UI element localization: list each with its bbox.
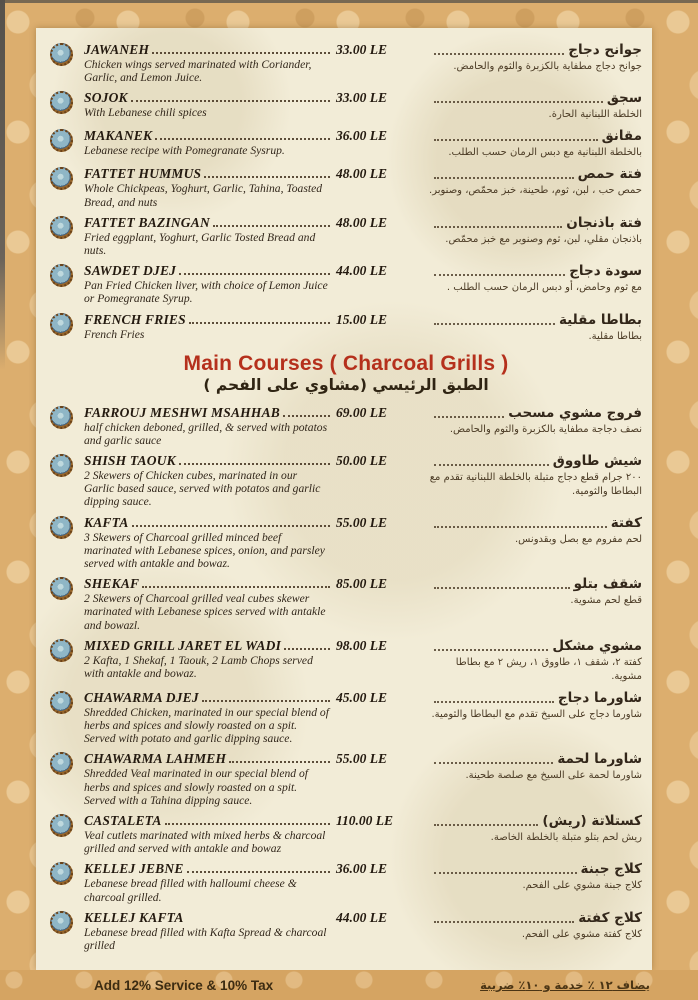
dotted-leader-arabic	[434, 323, 555, 325]
item-description: French Fries	[84, 327, 145, 341]
item-name-arabic: فتة باذنجان	[566, 214, 642, 231]
item-description: Shredded Veal marinated in our special blend of herbs and spices and slowly roasted on a spit. Served with a Tahina dipping sauce.	[84, 767, 309, 807]
item-description-arabic: نصف دجاجة مطفاية بالكزبرة والثوم والحامض.	[449, 423, 642, 435]
dotted-leader-arabic	[434, 416, 504, 418]
item-name: CASTALETA	[84, 813, 162, 829]
item-arabic-cell	[428, 312, 642, 344]
dotted-leader-arabic	[434, 587, 570, 589]
starters-section	[50, 42, 642, 344]
dotted-leader-arabic	[434, 101, 603, 103]
item-name: KELLEJ KAFTA	[84, 909, 184, 925]
item-price: 69.00 LE	[336, 404, 388, 420]
item-arabic-cell	[428, 515, 642, 547]
item-description-arabic: الخلطة اللبنانية الحارة.	[548, 109, 642, 121]
item-description: 2 Skewers of Chicken cubes, marinated in our Garlic based sauce, served with potatos and garlic dipping sauce.	[84, 469, 321, 509]
item-arabic-cell	[428, 638, 642, 684]
dotted-leader	[152, 52, 330, 54]
restaurant-seal-icon	[50, 911, 73, 934]
item-price: 33.00 LE	[336, 90, 388, 106]
item-arabic-cell	[428, 405, 642, 437]
item-description: Lebanese recipe with Pomegranate Sysrup.	[84, 144, 285, 158]
item-name-arabic: شاورما دجاج	[557, 689, 642, 706]
item-name-arabic: سودة دجاج	[569, 263, 642, 280]
restaurant-seal-icon	[50, 577, 73, 600]
item-name: SHEKAF	[84, 576, 140, 592]
item-english-cell	[84, 638, 336, 680]
restaurant-seal-icon	[50, 167, 73, 190]
item-arabic-cell	[428, 42, 642, 74]
item-marker-cell	[50, 751, 84, 775]
item-marker-cell	[50, 861, 84, 885]
item-name-arabic: فروج مشوي مسحب	[508, 404, 642, 421]
menu-item-row	[50, 638, 642, 684]
menu-item-row	[50, 690, 642, 746]
menu-item-row	[50, 405, 642, 447]
item-description-arabic: ٢٠٠ جرام قطع دجاج متبلة بالخلطة اللبنانية تقدم مع البطاطا والثومية.	[429, 472, 642, 498]
item-name: SAWDET DJEJ	[84, 263, 177, 279]
dotted-leader	[283, 415, 330, 417]
item-marker-cell	[50, 42, 84, 66]
item-description: Fried eggplant, Yoghurt, Garlic Tosted Bread and nuts.	[84, 230, 316, 258]
item-description: Whole Chickpeas, Yoghurt, Garlic, Tahina, Toasted Bread, and nuts	[84, 182, 323, 209]
item-arabic-cell	[428, 813, 642, 845]
item-price: 15.00 LE	[336, 311, 388, 327]
item-name: KAFTA	[84, 514, 129, 530]
restaurant-seal-icon	[50, 43, 73, 66]
section-heading	[50, 352, 642, 396]
item-description-arabic: كلاج كفتة مشوي على الفحم.	[521, 928, 642, 940]
item-name-arabic: مقانق	[601, 128, 642, 145]
item-english-cell	[84, 813, 336, 855]
item-marker-cell	[50, 128, 84, 152]
scan-edge-left	[0, 0, 5, 370]
restaurant-seal-icon	[50, 516, 73, 539]
restaurant-seal-icon	[50, 313, 73, 336]
item-description: 2 Kafta, 1 Shekaf, 1 Taouk, 2 Lamb Chops served with antakle and bowaz.	[84, 653, 313, 681]
dotted-leader-arabic	[434, 226, 562, 228]
footer-note-ar: يضاف ١٢ ٪ خدمة و ١٠٪ ضريبة	[480, 978, 650, 992]
item-english-cell	[84, 312, 336, 341]
item-name-arabic: كفتة	[610, 514, 642, 531]
item-marker-cell	[50, 453, 84, 477]
item-description: With Lebanese chili spices	[84, 106, 207, 120]
restaurant-seal-icon	[50, 406, 73, 429]
dotted-leader	[165, 823, 330, 825]
item-price: 98.00 LE	[336, 637, 388, 653]
dotted-leader	[142, 586, 330, 588]
item-description: 3 Skewers of Charcoal grilled minced beef marinated with Lebanese spices, onion, and parsley served with antakle and bowaz.	[84, 530, 325, 571]
item-arabic-cell	[428, 453, 642, 499]
item-name-arabic: كلاج كفتة	[578, 909, 642, 926]
item-marker-cell	[50, 910, 84, 934]
restaurant-seal-icon	[50, 129, 73, 152]
item-description-arabic: بالخلطة اللبنانية مع دبس الرمان حسب الطلب.	[448, 147, 642, 159]
item-english-cell	[84, 90, 336, 119]
item-english-cell	[84, 861, 336, 903]
dotted-leader	[284, 648, 330, 650]
item-marker-cell	[50, 263, 84, 287]
dotted-leader	[189, 322, 330, 324]
item-description: Pan Fried Chicken liver, with choice of Lemon Juice or Pomegranate Syrup.	[84, 279, 328, 306]
dotted-leader	[213, 225, 330, 227]
dotted-leader	[229, 761, 330, 763]
item-name: MAKANEK	[84, 128, 153, 144]
menu-item-row	[50, 813, 642, 855]
item-marker-cell	[50, 312, 84, 336]
menu-item-row	[50, 128, 642, 160]
item-name-arabic: شقف بتلو	[573, 576, 642, 593]
item-name-arabic: بطاطا مقلية	[558, 311, 642, 328]
dotted-leader	[155, 138, 330, 140]
item-price: 48.00 LE	[336, 214, 388, 230]
restaurant-seal-icon	[50, 862, 73, 885]
menu-item-row	[50, 42, 642, 84]
main-courses-section	[50, 405, 642, 953]
item-arabic-cell	[428, 751, 642, 783]
item-name-arabic: سجق	[606, 90, 642, 107]
dotted-leader-arabic	[434, 872, 577, 874]
item-price: 36.00 LE	[336, 128, 388, 144]
menu-item-row	[50, 751, 642, 807]
item-price: 44.00 LE	[336, 263, 388, 279]
item-description-arabic: مع ثوم وحامض، أو دبس الرمان حسب الطلب .	[446, 282, 642, 294]
dotted-leader-arabic	[434, 464, 549, 466]
item-name: FATTET BAZINGAN	[84, 214, 210, 230]
menu-item-row	[50, 910, 642, 952]
dotted-leader-arabic	[434, 762, 553, 764]
item-name: JAWANEH	[84, 42, 150, 57]
restaurant-seal-icon	[50, 91, 73, 114]
item-name: SOJOK	[84, 90, 128, 106]
item-description-arabic: باذنجان مقلي، لبن، ثوم وصنوبر مع خبز محمّص.	[445, 233, 642, 245]
item-marker-cell	[50, 515, 84, 539]
menu-item-row	[50, 515, 642, 571]
item-description-arabic: قطع لحم مشوية.	[570, 595, 642, 607]
restaurant-seal-icon	[50, 814, 73, 837]
item-description-arabic: ريش لحم بتلو متبلة بالخلطة الخاصة.	[490, 832, 642, 844]
service-tax-footer	[0, 970, 698, 1000]
menu-item-row	[50, 90, 642, 122]
item-description-arabic: كلاج جبنة مشوي على الفحم.	[522, 880, 642, 892]
menu-item-row	[50, 166, 642, 208]
item-marker-cell	[50, 405, 84, 429]
item-name-arabic: مشوي مشكل	[552, 637, 642, 654]
item-marker-cell	[50, 215, 84, 239]
scan-edge-top	[0, 0, 698, 3]
section-heading-ar: الطبق الرئيسي (مشاوي على الفحم )	[203, 375, 489, 394]
item-description: Veal cutlets marinated with mixed herbs & charcoal grilled and served with antakle and bowaz	[84, 829, 326, 856]
dotted-leader-arabic	[434, 139, 598, 141]
item-price: 36.00 LE	[336, 861, 388, 877]
dotted-leader	[132, 525, 330, 527]
item-description: Lebanese bread filled with halloumi cheese & charcoal grilled.	[84, 877, 297, 904]
item-description-arabic: لحم مفروم مع بصل وبقدونس.	[515, 533, 642, 545]
item-name-arabic: شاورما لحمة	[557, 751, 642, 768]
item-price: 45.00 LE	[336, 689, 388, 705]
item-marker-cell	[50, 90, 84, 114]
item-arabic-cell	[428, 128, 642, 160]
item-name: CHAWARMA DJEJ	[84, 689, 199, 705]
restaurant-seal-icon	[50, 216, 73, 239]
item-description: half chicken deboned, grilled, & served with potatos and garlic sauce	[84, 420, 328, 447]
dotted-leader-arabic	[434, 824, 538, 826]
item-name: SHISH TAOUK	[84, 453, 176, 469]
restaurant-seal-icon	[50, 454, 73, 477]
item-description-arabic: جوانح دجاج مطفاية بالكزبرة والثوم والحامض.	[453, 61, 642, 72]
item-english-cell	[84, 166, 336, 208]
item-name-arabic: كستلاتة (ريش)	[542, 813, 642, 830]
dotted-leader-arabic	[434, 921, 574, 923]
item-description-arabic: بطاطا مقلية.	[588, 330, 642, 342]
item-name: KELLEJ JEBNE	[84, 861, 184, 877]
item-price: 55.00 LE	[336, 751, 388, 767]
dotted-leader-arabic	[434, 701, 554, 703]
item-marker-cell	[50, 166, 84, 190]
restaurant-seal-icon	[50, 691, 73, 714]
item-english-cell	[84, 128, 336, 157]
dotted-leader-arabic	[434, 53, 564, 55]
item-english-cell	[84, 405, 336, 447]
dotted-leader	[179, 463, 330, 465]
item-arabic-cell	[428, 215, 642, 247]
restaurant-seal-icon	[50, 264, 73, 287]
item-price: 50.00 LE	[336, 453, 388, 469]
menu-item-row	[50, 453, 642, 509]
dotted-leader	[202, 700, 330, 702]
item-arabic-cell	[428, 576, 642, 608]
item-name: FARROUJ MESHWI MSAHHAB	[84, 404, 280, 420]
item-english-cell	[84, 453, 336, 509]
restaurant-seal-icon	[50, 639, 73, 662]
item-description-arabic: كفتة ٢، شقف ١، طاووق ١، ريش ٢ مع بطاطا مشوية.	[455, 656, 642, 682]
item-price: 55.00 LE	[336, 514, 388, 530]
item-english-cell	[84, 576, 336, 632]
dotted-leader-arabic	[434, 177, 574, 179]
item-english-cell	[84, 263, 336, 305]
dotted-leader-arabic	[434, 274, 565, 276]
item-arabic-cell	[428, 910, 642, 942]
item-name-arabic: فتة حمص	[577, 166, 642, 183]
item-description: 2 Skewers of Charcoal grilled veal cubes skewer marinated with Lebanese spices served with antakle and bowazl.	[84, 592, 326, 632]
menu-item-row	[50, 215, 642, 257]
item-arabic-cell	[428, 861, 642, 893]
menu-item-row	[50, 861, 642, 903]
item-price: 33.00 LE	[336, 42, 388, 57]
item-english-cell	[84, 515, 336, 571]
restaurant-seal-icon	[50, 752, 73, 775]
item-arabic-cell	[428, 263, 642, 295]
item-marker-cell	[50, 690, 84, 714]
item-description: Lebanese bread filled with Kafta Spread & charcoal grilled	[84, 925, 327, 953]
item-english-cell	[84, 215, 336, 257]
item-name: FATTET HUMMUS	[84, 166, 202, 182]
item-description-arabic: شاورما دجاج على السيخ تقدم مع البطاطا والثومية.	[431, 708, 642, 720]
item-description: Chicken wings served marinated with Coriander, Garlic, and Lemon Juice.	[84, 58, 312, 85]
item-arabic-cell	[428, 690, 642, 722]
item-name-arabic: جوانح دجاج	[568, 42, 642, 58]
item-name-arabic: كلاج جبنة	[580, 861, 642, 878]
item-price: 44.00 LE	[336, 909, 388, 925]
footer-note-en: Add 12% Service & 10% Tax	[94, 977, 274, 993]
item-marker-cell	[50, 576, 84, 600]
item-description: Shredded Chicken, marinated in our special blend of herbs and spices and slowly roasted on a spit. Served with potato and garlic dipping sauce.	[84, 705, 329, 746]
menu-item-row	[50, 263, 642, 305]
item-price: 110.00 LE	[336, 813, 394, 829]
dotted-leader	[187, 871, 330, 873]
item-arabic-cell	[428, 90, 642, 122]
menu-inner-page	[36, 28, 652, 970]
dotted-leader	[131, 100, 330, 102]
item-name: FRENCH FRIES	[84, 311, 186, 327]
item-name: MIXED GRILL JARET EL WADI	[84, 637, 282, 653]
menu-item-row	[50, 312, 642, 344]
item-marker-cell	[50, 813, 84, 837]
dotted-leader	[204, 176, 330, 178]
item-price: 85.00 LE	[336, 576, 388, 592]
item-arabic-cell	[428, 166, 642, 198]
dotted-leader-arabic	[434, 526, 607, 528]
item-english-cell	[84, 751, 336, 807]
item-name-arabic: شيش طاووق	[552, 453, 642, 470]
item-english-cell	[84, 910, 336, 952]
dotted-leader-arabic	[434, 649, 548, 651]
section-heading-en: Main Courses ( Charcoal Grills )	[183, 351, 509, 375]
item-description-arabic: حمص حب ، لبن، ثوم، طحينة، خبز محمّص، وصنوبر.	[429, 185, 642, 197]
item-price: 48.00 LE	[336, 166, 388, 182]
dotted-leader	[179, 273, 330, 275]
item-marker-cell	[50, 638, 84, 662]
item-name: CHAWARMA LAHMEH	[84, 751, 227, 767]
menu-item-row	[50, 576, 642, 632]
item-english-cell	[84, 42, 336, 84]
item-english-cell	[84, 690, 336, 746]
item-description-arabic: شاورما لحمة على السيخ مع صلصة طحينة.	[465, 770, 642, 782]
